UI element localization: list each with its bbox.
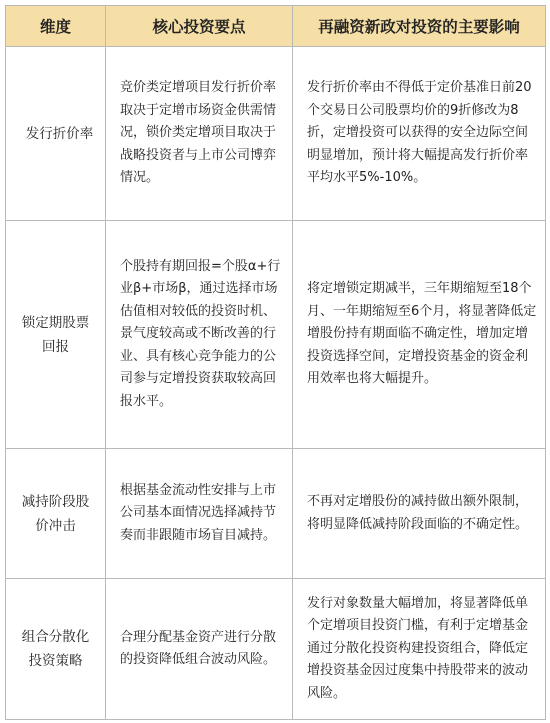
row-dimension	[6, 47, 106, 221]
row-core-points	[106, 579, 293, 720]
row-dimension-text: 锁定期股票回报	[21, 314, 90, 355]
row-policy-impact	[293, 221, 546, 449]
row-core-points-text: 根据基金流动性安排与上市公司基本面情况选择减持节奏而非跟随市场盲目减持。	[120, 482, 277, 543]
table-row	[6, 47, 546, 221]
row-core-points-text: 合理分配基金资产进行分散的投资降低组合波动风险。	[120, 629, 277, 667]
row-core-points-text: 个股持有期回报=个股α+行业β+市场β，通过选择市场估值相对较低的投资时机、景气度较高或不断改善的行业、具有核心竞争能力的公司参与定增投资获取较高回报水平。	[120, 258, 281, 409]
header-policy-impact: 再融资新政对投资的主要影响	[293, 6, 546, 47]
row-dimension	[6, 579, 106, 720]
row-core-points	[106, 47, 293, 221]
table-row	[6, 221, 546, 449]
row-dimension-text: 组合分散化投资策略	[21, 629, 90, 669]
row-policy-impact-text: 发行折价率由不得低于定价基准日前20个交易日公司股票均价的9折修改为8折，定增投资可以获得的安全边际空间明显增加，预计将大幅提高发行折价率平均水平5%-10%。	[307, 80, 532, 186]
row-policy-impact	[293, 579, 546, 720]
row-policy-impact	[293, 47, 546, 221]
row-core-points	[106, 221, 293, 449]
row-policy-impact-text: 不再对定增股份的减持做出额外限制，将明显降低减持阶段面临的不确定性。	[307, 494, 529, 532]
row-policy-impact-text: 将定增锁定期减半，三年期缩短至18个月、一年期缩短至6个月，将显著降低定增股份持有期面临不确定性，增加定增投资选择空间，定增投资基金的资金利用效率也将大幅提升。	[307, 281, 537, 387]
table-header-row	[6, 6, 546, 47]
row-dimension	[6, 221, 106, 449]
row-dimension-text: 发行折价率	[25, 125, 94, 142]
table-row	[6, 579, 546, 720]
row-core-points	[106, 449, 293, 579]
header-dimension: 维度	[6, 6, 106, 47]
row-core-points-text: 竞价类定增项目发行折价率取决于定增市场资金供需情况，锁价类定增项目取决于战略投资者与上市公司博弈情况。	[120, 80, 277, 186]
row-dimension-text: 减持阶段股价冲击	[21, 493, 90, 534]
policy-impact-table	[5, 5, 546, 720]
header-core-points: 核心投资要点	[106, 6, 293, 47]
table-row	[6, 449, 546, 579]
row-dimension	[6, 449, 106, 579]
row-policy-impact-text: 发行对象数量大幅增加，将显著降低单个定增项目投资门槛，有利于定增基金通过分散化投资构建投资组合，降低定增投资基金因过度集中持股带来的波动风险。	[307, 595, 529, 701]
row-policy-impact	[293, 449, 546, 579]
